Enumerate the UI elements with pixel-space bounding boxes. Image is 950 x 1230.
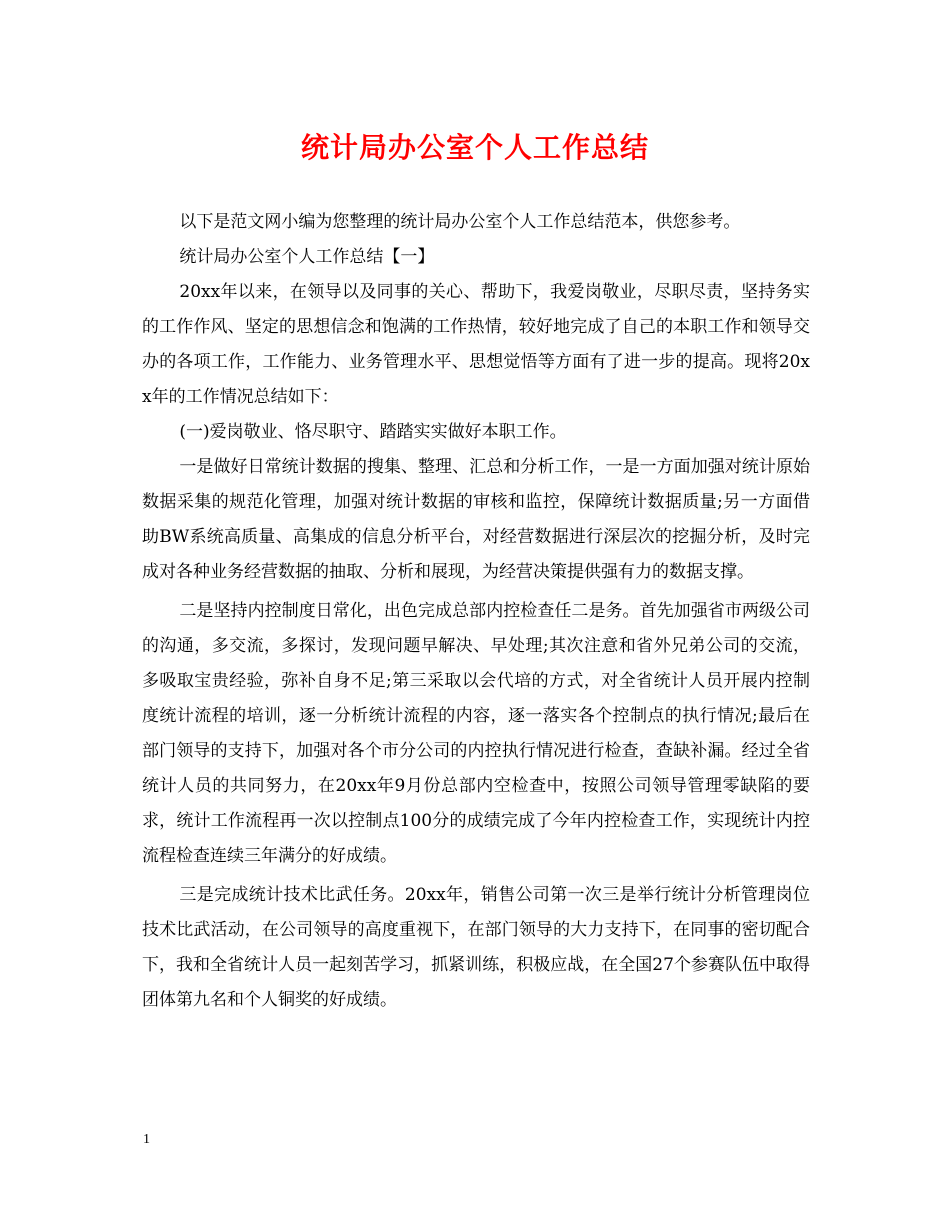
- body-paragraph: 三是完成统计技术比武任务。20xx年，销售公司第一次三是举行统计分析管理岗位技术比武活动，在公司领导的高度重视下，在部门领导的大力支持下，在同事的密切配合下，我和全省统计人员一起刻苦学习，抓紧训练，积极应战，在全国27个参赛队伍中取得团体第九名和个人铜奖的好成绩。: [142, 885, 810, 1010]
- body-paragraph: 一是做好日常统计数据的搜集、整理、汇总和分析工作，一是一方面加强对统计原始数据采集的规范化管理，加强对统计数据的审核和监控，保障统计数据质量;另一方面借助BW系统高质量、高集成的信息分析平台，对经营数据进行深层次的挖掘分析，及时完成对各种业务经营数据的抽取、分析和展现，为经营决策提供强有力的数据支撑。: [142, 457, 810, 582]
- page-title: 统计局办公室个人工作总结: [300, 131, 649, 164]
- page-number: 1: [143, 1132, 150, 1147]
- subsection-heading: (一)爱岗敬业、恪尽职守、踏踏实实做好本职工作。: [179, 422, 567, 442]
- section-heading: 统计局办公室个人工作总结【一】: [179, 247, 435, 267]
- document-body: [142, 205, 810, 1018]
- body-paragraph: 20xx年以来，在领导以及同事的关心、帮助下，我爱岗敬业，尽职尽责，坚持务实的工作作风、坚定的思想信念和饱满的工作热情，较好地完成了自己的本职工作和领导交办的各项工作，工作能力、业务管理水平、思想觉悟等方面有了进一步的提高。现将20xx年的工作情况总结如下：: [142, 282, 810, 407]
- intro-paragraph: 以下是范文网小编为您整理的统计局办公室个人工作总结范本，供您参考。: [179, 212, 741, 232]
- body-paragraph: 二是坚持内控制度日常化，出色完成总部内控检查任二是务。首先加强省市两级公司的沟通，多交流，多探讨，发现问题早解决、早处理;其次注意和省外兄弟公司的交流，多吸取宝贵经验，弥补自身不足;第三采取以会代培的方式，对全省统计人员开展内控制度统计流程的培训，逐一分析统计流程的内容，逐一落实各个控制点的执行情况;最后在部门领导的支持下，加强对各个市分公司的内控执行情况进行检查，查缺补漏。经过全省统计人员的共同努力，在20xx年9月份总部内空检查中，按照公司领导管理零缺陷的要求，统计工作流程再一次以控制点100分的成绩完成了今年内控检查工作，实现统计内控流程检查连续三年满分的好成绩。: [142, 601, 810, 866]
